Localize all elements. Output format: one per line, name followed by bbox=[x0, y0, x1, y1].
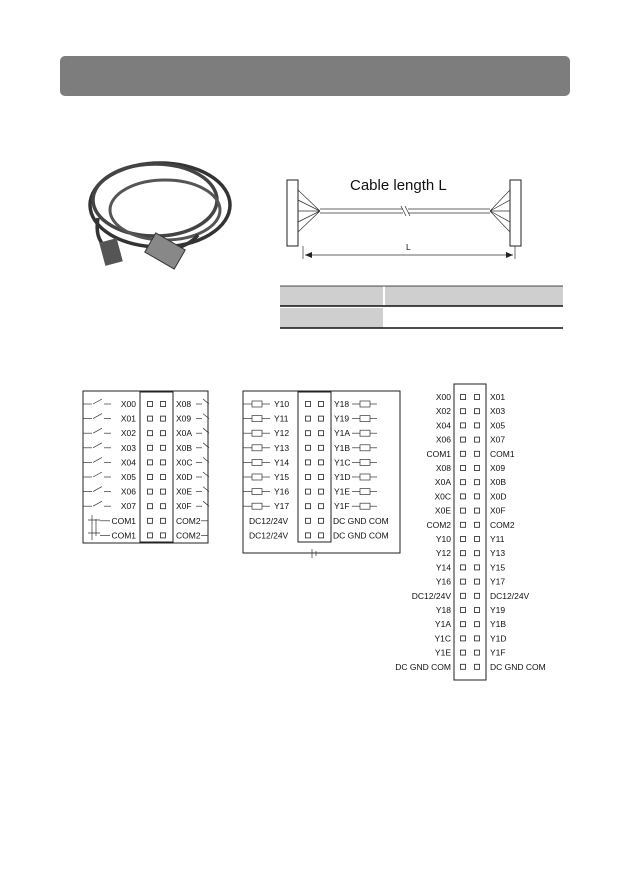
connector-pin bbox=[475, 466, 480, 471]
pinout-label: X03 bbox=[490, 406, 506, 417]
cable-end-connector-left bbox=[287, 180, 298, 246]
pinout-label: Y1D bbox=[490, 633, 507, 644]
load-symbol bbox=[252, 416, 262, 422]
connector-pin bbox=[475, 494, 480, 499]
connector-pin bbox=[161, 475, 166, 480]
cable-length-dimension: L bbox=[406, 242, 411, 252]
connector-pin bbox=[148, 489, 153, 494]
pinout-label: Y1C bbox=[434, 633, 451, 644]
connector-pin bbox=[148, 504, 153, 509]
connector-pin bbox=[161, 518, 166, 523]
input-terminal-label: X0F bbox=[176, 501, 192, 512]
connector-pin bbox=[161, 460, 166, 465]
connector-pin bbox=[161, 431, 166, 436]
connector-pin bbox=[319, 475, 324, 480]
output-terminal-label: Y1D bbox=[334, 472, 351, 482]
connector-pin bbox=[148, 431, 153, 436]
connector-pin bbox=[306, 533, 311, 538]
pinout-label: Y1A bbox=[434, 619, 451, 630]
output-terminal-label: Y1E bbox=[334, 486, 351, 497]
pinout-label: X0A bbox=[434, 477, 451, 488]
connector-pin bbox=[148, 518, 153, 523]
connector-pin bbox=[461, 451, 466, 456]
output-terminal-label: DC GND COM bbox=[333, 530, 389, 541]
input-terminal-label: X00 bbox=[120, 399, 136, 409]
connector-pin bbox=[461, 466, 466, 471]
output-terminal-label: DC GND COM bbox=[333, 515, 389, 526]
pinout-label: X05 bbox=[490, 420, 506, 431]
connector-pin bbox=[475, 423, 480, 428]
output-terminal-label: Y14 bbox=[274, 457, 290, 468]
connector-pin bbox=[461, 664, 466, 669]
connector-pin bbox=[319, 504, 324, 509]
pinout-label: Y17 bbox=[490, 576, 506, 587]
input-terminal-label: X0E bbox=[176, 486, 193, 497]
load-symbol bbox=[360, 416, 370, 422]
pinout-label: X08 bbox=[435, 463, 451, 473]
connector-pin bbox=[475, 622, 480, 627]
output-terminal-label: Y13 bbox=[274, 442, 290, 453]
connector-pin bbox=[461, 608, 466, 613]
cable-end-connector-right bbox=[510, 180, 521, 246]
pinout-label: X0B bbox=[490, 477, 507, 488]
load-symbol bbox=[360, 503, 370, 509]
connector-pin bbox=[148, 475, 153, 480]
switch-contact bbox=[93, 414, 102, 419]
pinout-label: Y13 bbox=[490, 548, 506, 559]
input-terminal-label: X08 bbox=[176, 399, 192, 409]
connector-pin bbox=[475, 650, 480, 655]
output-terminal-label: Y11 bbox=[274, 413, 289, 424]
connector-pin bbox=[161, 445, 166, 450]
input-terminal-label: X09 bbox=[176, 413, 192, 424]
input-terminal-label: COM1 bbox=[111, 515, 136, 526]
input-terminal-label: X06 bbox=[120, 486, 136, 497]
switch-contact bbox=[93, 457, 102, 462]
load-symbol bbox=[360, 474, 370, 480]
pinout-label: Y1E bbox=[434, 647, 451, 658]
input-connector-body bbox=[140, 392, 173, 542]
pinout-label: COM2 bbox=[426, 519, 451, 530]
connector-pin bbox=[319, 402, 324, 407]
connector-pin bbox=[461, 409, 466, 414]
pinout-label: Y15 bbox=[490, 562, 506, 573]
connector-pin bbox=[161, 489, 166, 494]
input-terminal-label: X0C bbox=[176, 457, 193, 468]
connector-pin bbox=[319, 533, 324, 538]
cable-length-caption: Cable length L bbox=[350, 177, 447, 194]
input-terminal-label: COM2 bbox=[176, 530, 201, 541]
pinout-label: X0C bbox=[434, 491, 451, 502]
connector-pin bbox=[306, 518, 311, 523]
connector-pin bbox=[461, 395, 466, 400]
output-terminal-label: Y1A bbox=[334, 428, 351, 439]
connector-pin bbox=[319, 445, 324, 450]
input-wiring-panel bbox=[83, 391, 209, 543]
load-symbol bbox=[252, 474, 262, 480]
load-symbol bbox=[360, 459, 370, 465]
switch-contact bbox=[93, 399, 102, 404]
connector-pin bbox=[461, 508, 466, 513]
connector-pin bbox=[148, 445, 153, 450]
output-terminal-label: Y16 bbox=[274, 486, 290, 497]
input-terminal-label: X0D bbox=[176, 472, 193, 482]
pinout-label: DC12/24V bbox=[411, 590, 451, 601]
connector-pin bbox=[319, 460, 324, 465]
pinout-label: X00 bbox=[435, 392, 451, 402]
pinout-label: Y14 bbox=[435, 562, 451, 573]
output-terminal-label: Y1B bbox=[334, 442, 351, 453]
pinout-label: X06 bbox=[435, 434, 451, 445]
input-terminal-label: X01 bbox=[120, 413, 136, 424]
connector-pin bbox=[475, 551, 480, 556]
connector-pin bbox=[475, 593, 480, 598]
pinout-label: X0D bbox=[490, 491, 507, 502]
pinout-label: Y16 bbox=[435, 576, 451, 587]
connector-pin bbox=[461, 522, 466, 527]
connector-pin bbox=[306, 431, 311, 436]
connector-pin bbox=[161, 533, 166, 538]
switch-contact bbox=[93, 487, 102, 492]
connector-pin bbox=[306, 504, 311, 509]
connector-pin bbox=[475, 395, 480, 400]
connector-pin bbox=[306, 460, 311, 465]
connector-pin bbox=[461, 537, 466, 542]
spec-table bbox=[280, 286, 563, 328]
switch-contact bbox=[93, 472, 102, 477]
load-symbol bbox=[252, 445, 262, 451]
connector-pin bbox=[475, 636, 480, 641]
connector-pinout bbox=[395, 384, 545, 680]
connector-pin bbox=[461, 437, 466, 442]
pinout-label: X04 bbox=[435, 420, 451, 431]
output-terminal-label: Y15 bbox=[274, 472, 290, 482]
pinout-label: Y1B bbox=[490, 619, 507, 630]
pinout-label: X09 bbox=[490, 463, 506, 473]
pinout-label: DC GND COM bbox=[490, 661, 546, 672]
input-terminal-label: X02 bbox=[120, 428, 136, 439]
pinout-label: COM1 bbox=[426, 448, 451, 459]
connector-pin bbox=[475, 537, 480, 542]
pinout-label: X0F bbox=[490, 505, 506, 516]
output-terminal-label: Y18 bbox=[334, 399, 350, 409]
input-terminal-label: COM2 bbox=[176, 515, 201, 526]
connector-pin bbox=[161, 504, 166, 509]
pinout-label: DC12/24V bbox=[490, 590, 530, 601]
load-symbol bbox=[252, 430, 262, 436]
pinout-label: X07 bbox=[490, 434, 506, 445]
connector-pin bbox=[319, 489, 324, 494]
switch-contact bbox=[93, 501, 102, 506]
connector-pin bbox=[161, 402, 166, 407]
spec-table-cell bbox=[385, 286, 563, 306]
connector-pin bbox=[461, 622, 466, 627]
output-terminal-label: Y19 bbox=[334, 413, 350, 424]
connector-pin bbox=[461, 423, 466, 428]
connector-pin bbox=[161, 416, 166, 421]
output-terminal-label: Y12 bbox=[274, 428, 290, 439]
output-connector-body bbox=[298, 392, 331, 542]
connector-pin bbox=[319, 416, 324, 421]
pinout-label: X01 bbox=[490, 392, 506, 402]
output-terminal-label: Y1C bbox=[334, 457, 351, 468]
input-terminal-label: COM1 bbox=[111, 530, 136, 541]
connector-pin bbox=[148, 533, 153, 538]
output-terminal-label: DC12/24V bbox=[249, 515, 289, 526]
connector-pin bbox=[319, 431, 324, 436]
pinout-label: COM2 bbox=[490, 519, 515, 530]
pinout-connector-body bbox=[454, 384, 486, 680]
pinout-label: Y18 bbox=[435, 605, 451, 615]
connector-pin bbox=[319, 518, 324, 523]
pinout-label: X02 bbox=[435, 406, 451, 417]
connector-pin bbox=[148, 460, 153, 465]
output-terminal-label: Y17 bbox=[274, 501, 290, 512]
connector-pin bbox=[461, 551, 466, 556]
load-symbol bbox=[252, 489, 262, 495]
input-terminal-label: X04 bbox=[120, 457, 136, 468]
input-terminal-label: X07 bbox=[120, 501, 136, 512]
pinout-label: Y11 bbox=[490, 534, 505, 544]
connector-pin bbox=[461, 636, 466, 641]
connector-pin bbox=[306, 416, 311, 421]
output-wiring-panel bbox=[243, 391, 400, 558]
connector-pin bbox=[475, 437, 480, 442]
pinout-label: Y19 bbox=[490, 605, 506, 615]
spec-table-cell bbox=[280, 286, 383, 306]
connector-pin bbox=[306, 445, 311, 450]
connector-pin bbox=[461, 565, 466, 570]
load-symbol bbox=[252, 503, 262, 509]
switch-contact bbox=[93, 428, 102, 433]
pinout-label: COM1 bbox=[490, 448, 515, 459]
pinout-label: Y12 bbox=[435, 548, 451, 559]
connector-pin bbox=[475, 608, 480, 613]
connector-pin bbox=[461, 579, 466, 584]
output-terminal-label: Y10 bbox=[274, 399, 290, 409]
pinout-label: DC GND COM bbox=[395, 661, 451, 672]
pinout-label: Y1F bbox=[490, 647, 506, 658]
spec-table-cell bbox=[385, 308, 563, 328]
connector-pin bbox=[148, 416, 153, 421]
load-symbol bbox=[360, 430, 370, 436]
connector-pin bbox=[461, 650, 466, 655]
output-terminal-label: DC12/24V bbox=[249, 530, 289, 541]
cable-photo bbox=[90, 163, 230, 269]
cable-length-diagram bbox=[287, 177, 521, 259]
connector-pin bbox=[475, 480, 480, 485]
spec-table-cell bbox=[280, 308, 383, 328]
connector-pin bbox=[475, 451, 480, 456]
connector-pin bbox=[475, 579, 480, 584]
load-symbol bbox=[360, 401, 370, 407]
connector-pin bbox=[306, 402, 311, 407]
load-symbol bbox=[360, 445, 370, 451]
connector-pin bbox=[461, 494, 466, 499]
connector-pin bbox=[475, 565, 480, 570]
input-terminal-label: X0A bbox=[176, 428, 193, 439]
connector-pin bbox=[475, 508, 480, 513]
switch-contact bbox=[93, 443, 102, 448]
load-symbol bbox=[360, 489, 370, 495]
connector-pin bbox=[475, 409, 480, 414]
connector-pin bbox=[475, 664, 480, 669]
connector-pin bbox=[148, 402, 153, 407]
load-symbol bbox=[252, 459, 262, 465]
connector-pin bbox=[306, 475, 311, 480]
load-symbol bbox=[252, 401, 262, 407]
connector-pin bbox=[461, 480, 466, 485]
input-terminal-label: X03 bbox=[120, 442, 136, 453]
output-terminal-label: Y1F bbox=[334, 501, 350, 512]
pinout-label: X0E bbox=[434, 505, 451, 516]
pinout-label: Y10 bbox=[435, 534, 451, 544]
connector-pin bbox=[475, 522, 480, 527]
connector-pin bbox=[306, 489, 311, 494]
connector-pin bbox=[461, 593, 466, 598]
input-terminal-label: X05 bbox=[120, 472, 136, 482]
input-terminal-label: X0B bbox=[176, 442, 193, 453]
